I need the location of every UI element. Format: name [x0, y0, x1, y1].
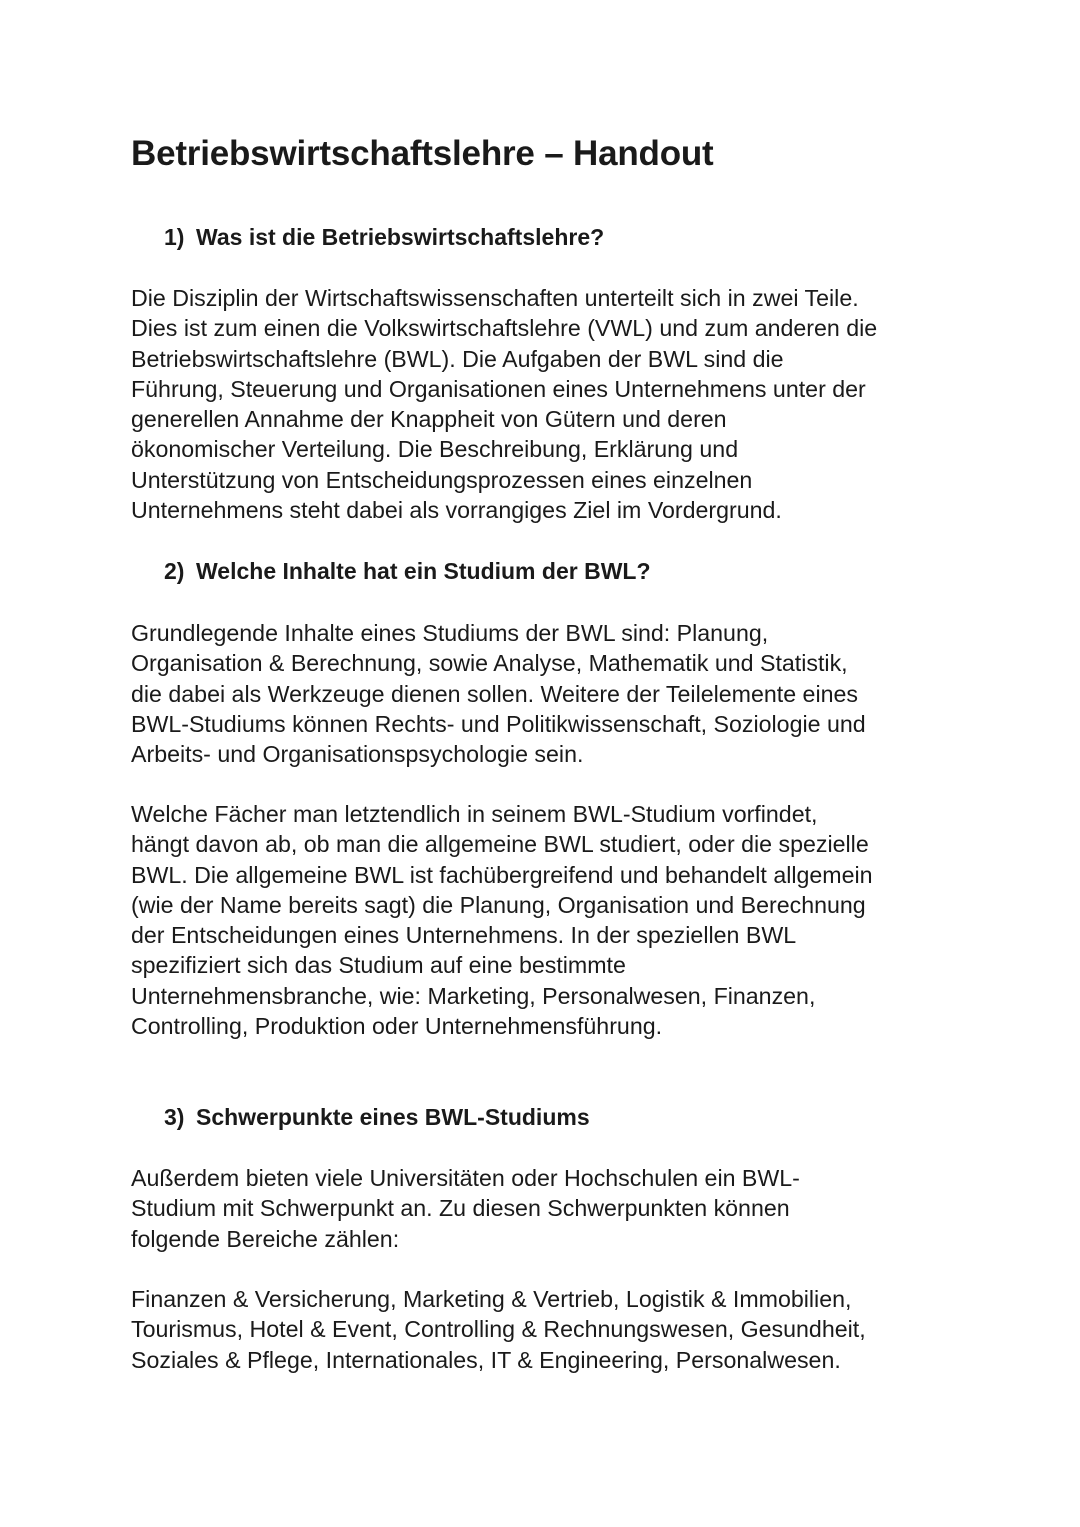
section-1-paragraph-1	[131, 283, 877, 525]
text-line: Betriebswirtschaftslehre (BWL). Die Aufgaben der BWL sind die	[131, 345, 784, 372]
section-3-paragraph-2	[131, 1284, 866, 1375]
text-line: Dies ist zum einen die Volkswirtschaftslehre (VWL) und zum anderen die	[131, 315, 878, 342]
section-3-number: 3)	[164, 1104, 185, 1130]
text-line: Controlling, Produktion oder Unternehmensführung.	[131, 1013, 663, 1040]
section-1-number: 1)	[164, 224, 185, 250]
text-line: Studium mit Schwerpunkt an. Zu diesen Schwerpunkten können	[131, 1195, 790, 1222]
text-line: ökonomischer Verteilung. Die Beschreibung, Erklärung und	[131, 436, 739, 463]
section-2-title: Welche Inhalte hat ein Studium der BWL?	[196, 558, 651, 584]
section-2-paragraph-2	[131, 799, 873, 1041]
text-line: die dabei als Werkzeuge dienen sollen. Weitere der Teilelemente eines	[131, 680, 858, 707]
section-2-heading	[164, 556, 651, 586]
text-line: hängt davon ab, ob man die allgemeine BWL studiert, oder die spezielle	[131, 831, 869, 858]
text-line: Arbeits- und Organisationspsychologie sein.	[131, 741, 584, 768]
document-title: Betriebswirtschaftslehre – Handout	[131, 134, 714, 173]
text-line: Organisation & Berechnung, sowie Analyse, Mathematik und Statistik,	[131, 650, 848, 677]
section-1-title: Was ist die Betriebswirtschaftslehre?	[196, 224, 605, 250]
text-line: folgende Bereiche zählen:	[131, 1225, 400, 1252]
section-2-number: 2)	[164, 558, 185, 584]
text-line: Unternehmens steht dabei als vorrangiges Ziel im Vordergrund.	[131, 497, 782, 524]
text-line: Finanzen & Versicherung, Marketing & Vertrieb, Logistik & Immobilien,	[131, 1286, 852, 1312]
text-line: Unternehmensbranche, wie: Marketing, Personalwesen, Finanzen,	[131, 982, 816, 1009]
text-line: der Entscheidungen eines Unternehmens. In der speziellen BWL	[131, 922, 797, 949]
text-line: Soziales & Pflege, Internationales, IT & Engineering, Personalwesen.	[131, 1346, 841, 1373]
text-line: Außerdem bieten viele Universitäten oder Hochschulen ein BWL-	[131, 1165, 800, 1191]
text-line: Grundlegende Inhalte eines Studiums der BWL sind: Planung,	[131, 620, 769, 646]
text-line: BWL-Studiums können Rechts- und Politikwissenschaft, Soziologie und	[131, 710, 866, 737]
text-line: Führung, Steuerung und Organisationen eines Unternehmens unter der	[131, 375, 866, 402]
section-1-heading	[164, 222, 604, 252]
text-line: generellen Annahme der Knappheit von Gütern und deren	[131, 406, 727, 433]
text-line: (wie der Name bereits sagt) die Planung, Organisation und Berechnung	[131, 891, 866, 918]
section-3-paragraph-1	[131, 1163, 800, 1254]
text-line: Tourismus, Hotel & Event, Controlling & Rechnungswesen, Gesundheit,	[131, 1316, 866, 1343]
text-line: Die Disziplin der Wirtschaftswissenschaften unterteilt sich in zwei Teile.	[131, 285, 859, 311]
text-line: Unterstützung von Entscheidungsprozessen eines einzelnen	[131, 466, 753, 493]
section-2-paragraph-1	[131, 618, 866, 769]
text-line: spezifiziert sich das Studium auf eine bestimmte	[131, 952, 626, 979]
section-3-heading	[164, 1102, 590, 1132]
section-3-title: Schwerpunkte eines BWL-Studiums	[196, 1104, 590, 1130]
text-line: BWL. Die allgemeine BWL ist fachübergreifend und behandelt allgemein	[131, 861, 873, 888]
text-line: Welche Fächer man letztendlich in seinem BWL-Studium vorfindet,	[131, 801, 818, 827]
